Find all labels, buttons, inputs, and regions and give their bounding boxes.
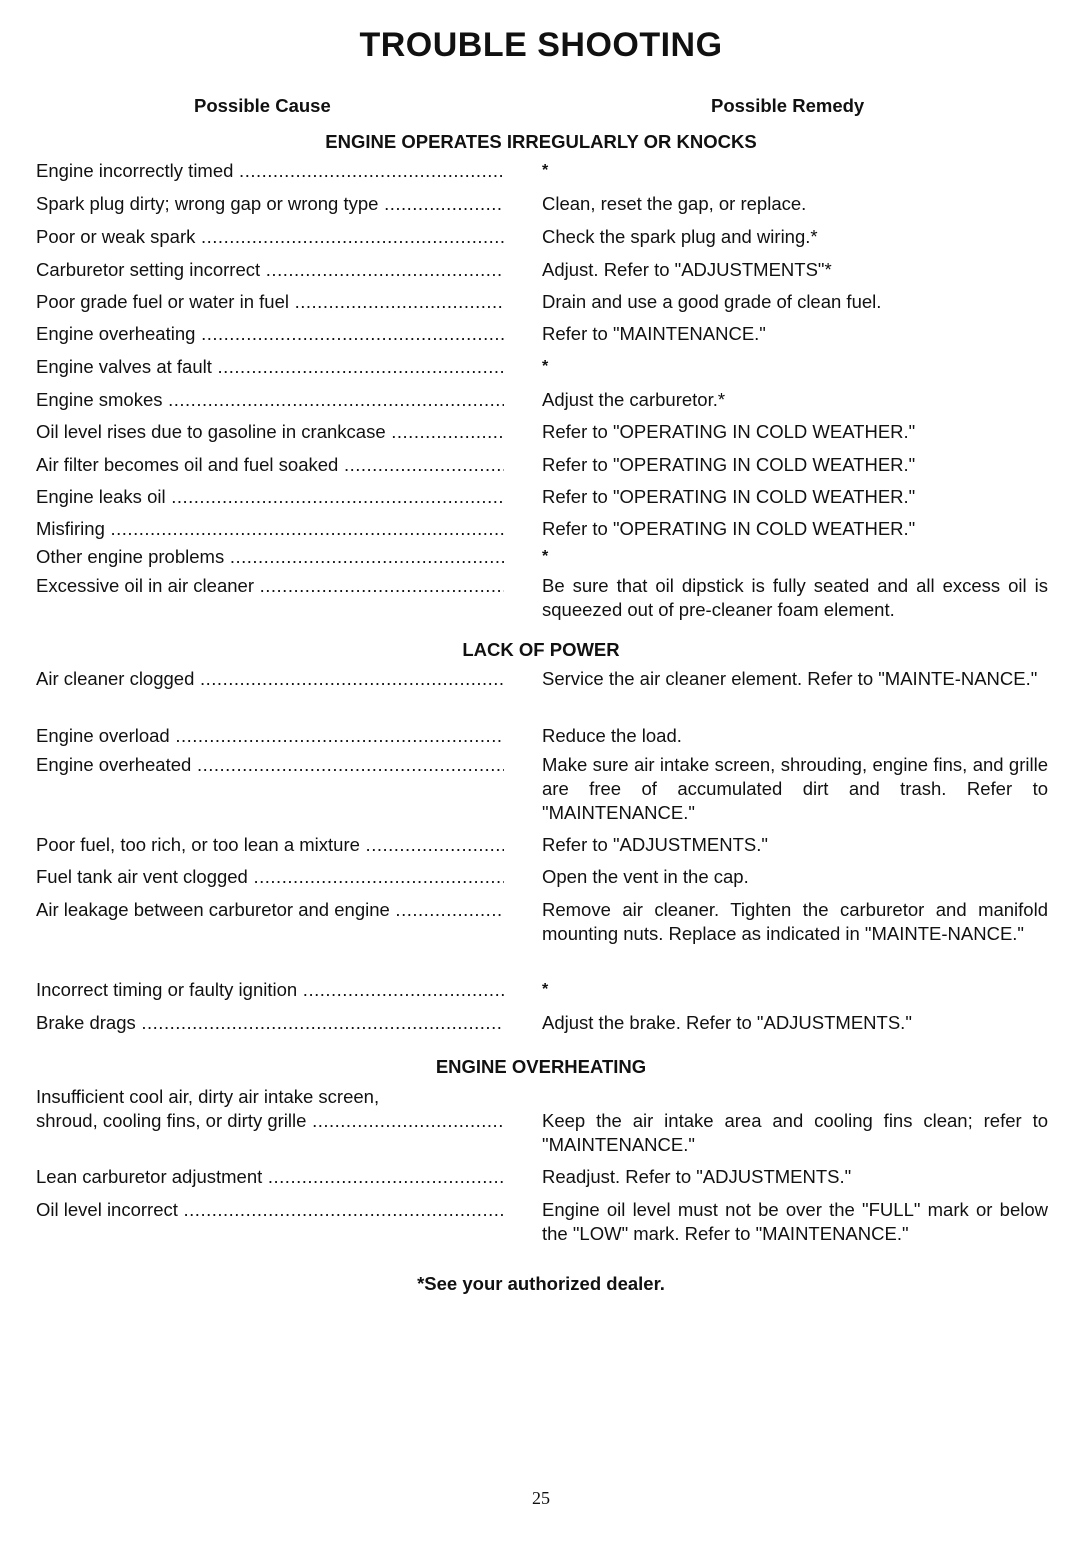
- cause-text: Incorrect timing or faulty ignition .....: [36, 978, 504, 1002]
- remedy-text: *: [542, 162, 549, 179]
- page-number: 25: [532, 1488, 550, 1508]
- cause-text: Excessive oil in air cleaner .....: [36, 574, 504, 598]
- remedy-text: Service the air cleaner element. Refer to "MAINTE-NANCE.": [542, 668, 1038, 689]
- remedy-text: Clean, reset the gap, or replace.: [542, 193, 807, 214]
- cause-text: Carburetor setting incorrect .....: [36, 258, 504, 282]
- remedy-text: Reduce the load.: [542, 725, 682, 746]
- remedy-text: Adjust the brake. Refer to "ADJUSTMENTS.": [542, 1012, 912, 1033]
- column-header-remedy: Possible Remedy: [711, 95, 865, 116]
- cause-text: Poor or weak spark .....: [36, 225, 504, 249]
- cause-text: Engine leaks oil .....: [36, 485, 504, 509]
- remedy-text: Refer to "OPERATING IN COLD WEATHER.": [542, 454, 916, 475]
- remedy-text: Open the vent in the cap.: [542, 866, 749, 887]
- cause-text: Other engine problems .....: [36, 545, 504, 569]
- remedy-text: Remove air cleaner. Tighten the carburetor and manifold mounting nuts. Replace as indicated in "MAINTE-NANCE.": [542, 899, 1048, 944]
- remedy-text: Refer to "ADJUSTMENTS.": [542, 834, 768, 855]
- section-heading-irregular: ENGINE OPERATES IRREGULARLY OR KNOCKS: [325, 131, 757, 152]
- remedy-text: Readjust. Refer to "ADJUSTMENTS.": [542, 1166, 852, 1187]
- cause-text: Brake drags .....: [36, 1011, 504, 1035]
- remedy-text: *: [542, 358, 549, 375]
- section-heading-lack-of-power: LACK OF POWER: [462, 639, 620, 660]
- cause-text: Engine overheated .....: [36, 753, 504, 777]
- remedy-text: Adjust. Refer to "ADJUSTMENTS"*: [542, 259, 832, 280]
- remedy-text: Refer to "OPERATING IN COLD WEATHER.": [542, 486, 916, 507]
- section-heading-engine-overheating: ENGINE OVERHEATING: [435, 1056, 647, 1077]
- remedy-text: Refer to "OPERATING IN COLD WEATHER.": [542, 518, 916, 539]
- cause-line: shroud, cooling fins, or dirty grille .....: [36, 1109, 504, 1133]
- remedy-text: Engine oil level must not be over the "FULL" mark or below the "LOW" mark. Refer to "MAINTENANCE.": [542, 1199, 1048, 1244]
- remedy-text: Make sure air intake screen, shrouding, engine fins, and grille are free of accumulated dirt and trash. Refer to "MAINTENANCE.": [542, 754, 1048, 823]
- cause-text: Engine overheating .....: [36, 322, 504, 346]
- cause-text: Poor fuel, too rich, or too lean a mixture .....: [36, 833, 504, 857]
- cause-text: Engine smokes .....: [36, 388, 504, 412]
- cause-text: Spark plug dirty; wrong gap or wrong type .....: [36, 192, 504, 216]
- cause-text: Fuel tank air vent clogged .....: [36, 865, 504, 889]
- remedy-text: Refer to "OPERATING IN COLD WEATHER.": [542, 421, 916, 442]
- cause-text: Engine incorrectly timed .....: [36, 159, 504, 183]
- cause-text: Engine overload .....: [36, 724, 504, 748]
- cause-text: Poor grade fuel or water in fuel .....: [36, 290, 504, 314]
- remedy-text: Be sure that oil dipstick is fully seated and all excess oil is squeezed out of pre-cleaner foam element.: [542, 575, 1048, 620]
- page-title: TROUBLE SHOOTING: [359, 26, 723, 64]
- remedy-text: Check the spark plug and wiring.*: [542, 226, 818, 247]
- remedy-text: *: [542, 981, 549, 998]
- cause-text: Oil level rises due to gasoline in crankcase .....: [36, 420, 504, 444]
- cause-text: Misfiring .....: [36, 517, 504, 541]
- cause-line: Insufficient cool air, dirty air intake screen,: [36, 1086, 380, 1107]
- cause-text: Air filter becomes oil and fuel soaked .....: [36, 453, 504, 477]
- footnote: *See your authorized dealer.: [417, 1273, 665, 1294]
- remedy-text: *: [542, 548, 549, 565]
- cause-text: Air cleaner clogged .....: [36, 667, 504, 691]
- cause-text: Engine valves at fault .....: [36, 355, 504, 379]
- remedy-text: Drain and use a good grade of clean fuel.: [542, 291, 882, 312]
- cause-text: Lean carburetor adjustment .....: [36, 1165, 504, 1189]
- cause-text: [36, 1085, 504, 1133]
- remedy-text: Adjust the carburetor.*: [542, 389, 726, 410]
- remedy-text: Keep the air intake area and cooling fins clean; refer to "MAINTENANCE.": [542, 1110, 1048, 1155]
- remedy-text: Refer to "MAINTENANCE.": [542, 323, 766, 344]
- cause-text: Oil level incorrect .....: [36, 1198, 504, 1222]
- column-header-cause: Possible Cause: [194, 95, 331, 116]
- cause-text: Air leakage between carburetor and engine .....: [36, 898, 504, 922]
